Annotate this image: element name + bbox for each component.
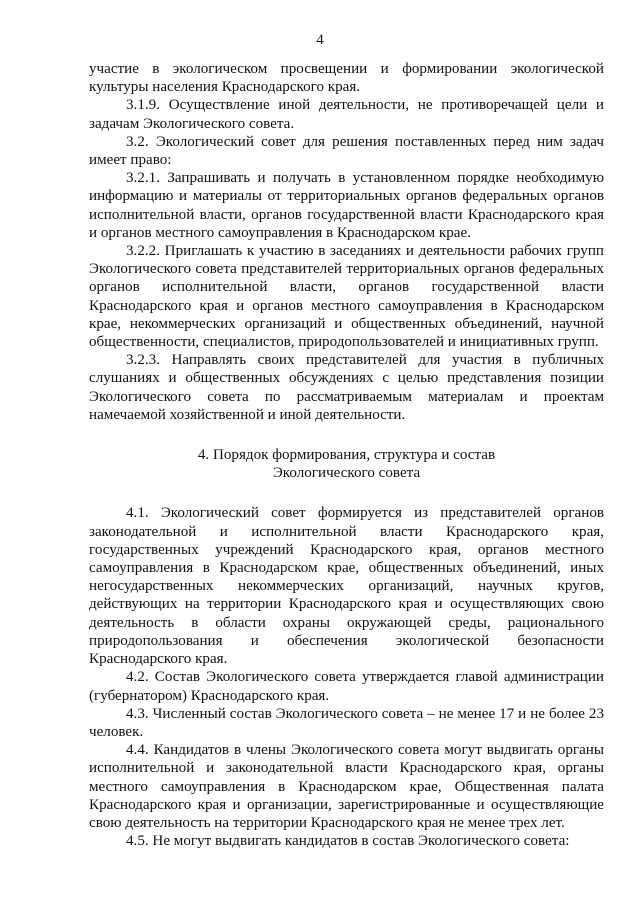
paragraph-4-1: 4.1. Экологический совет формируется из представителей органов законодательной и исполнительной власти Краснодарского края, государственных учреждений Краснодарского края, органов местного самоуправления в Краснодарском крае, общественных объединений, иных негосударственных некоммерческих организаций, научных кругов, действующих на территории Краснодарского края и осуществляющих свою деятельность в области охраны окружающей среды, рационального природопользования и обеспечения экологической безопасности Краснодарского края. — [89, 505, 604, 668]
section-title-line-1: 4. Порядок формирования, структура и состав — [197, 447, 496, 464]
paragraph-3-1-9: 3.1.9. Осуществление иной деятельности, не противоречащей цели и задачам Экологического совета. — [89, 97, 604, 132]
paragraph-4-5: 4.5. Не могут выдвигать кандидатов в состав Экологического совета: — [126, 833, 570, 850]
paragraph-4-2: 4.2. Состав Экологического совета утверждается главой администрации (губернатором) Краснодарского края. — [89, 669, 604, 704]
page-number: 4 — [316, 32, 324, 48]
paragraph-3-2-1: 3.2.1. Запрашивать и получать в установленном порядке необходимую информацию и материалы от территориальных органов федеральных органов исполнительной власти, органов государственной власти Краснодарского края и органов местного самоуправления в Краснодарском крае. — [89, 170, 604, 241]
paragraph-4-3: 4.3. Численный состав Экологического совета – не менее 17 и не более 23 человек. — [89, 705, 604, 740]
section-title — [89, 446, 604, 482]
paragraph-3-2-2: 3.2.2. Приглашать к участию в заседаниях и деятельности рабочих групп Экологического совета представителей территориальных органов федеральных органов исполнительной власти, органов государственной власти Краснодарского края и органов местного самоуправления в Краснодарском крае, некоммерческих организаций и общественных объединений, научной общественности, специалистов, природопользователей и инициативных групп. — [89, 243, 604, 351]
paragraph-3-2: 3.2. Экологический совет для решения поставленных перед ним задач имеет право: — [89, 133, 604, 169]
paragraph-continuation: участие в экологическом просвещении и формировании экологической культуры населения Краснодарского края. — [89, 61, 604, 96]
paragraph-4-4: 4.4. Кандидатов в члены Экологического совета могут выдвигать органы исполнительной и законодательной власти Краснодарского края, органы местного самоуправления в Краснодарском крае, Общественная палата Краснодарского края и организации, зарегистрированные и осуществляющие свою деятельность на территории Краснодарского края не менее трех лет. — [89, 742, 604, 831]
paragraph-3-2-3: 3.2.3. Направлять своих представителей для участия в публичных слушаниях и общественных обсуждениях с целью представления позиции Экологического совета по рассматриваемым материалам и проектам намечаемой хозяйственной и иной деятельности. — [89, 352, 604, 423]
section-title-line-2: Экологического совета — [272, 465, 421, 482]
document-body — [89, 60, 604, 850]
